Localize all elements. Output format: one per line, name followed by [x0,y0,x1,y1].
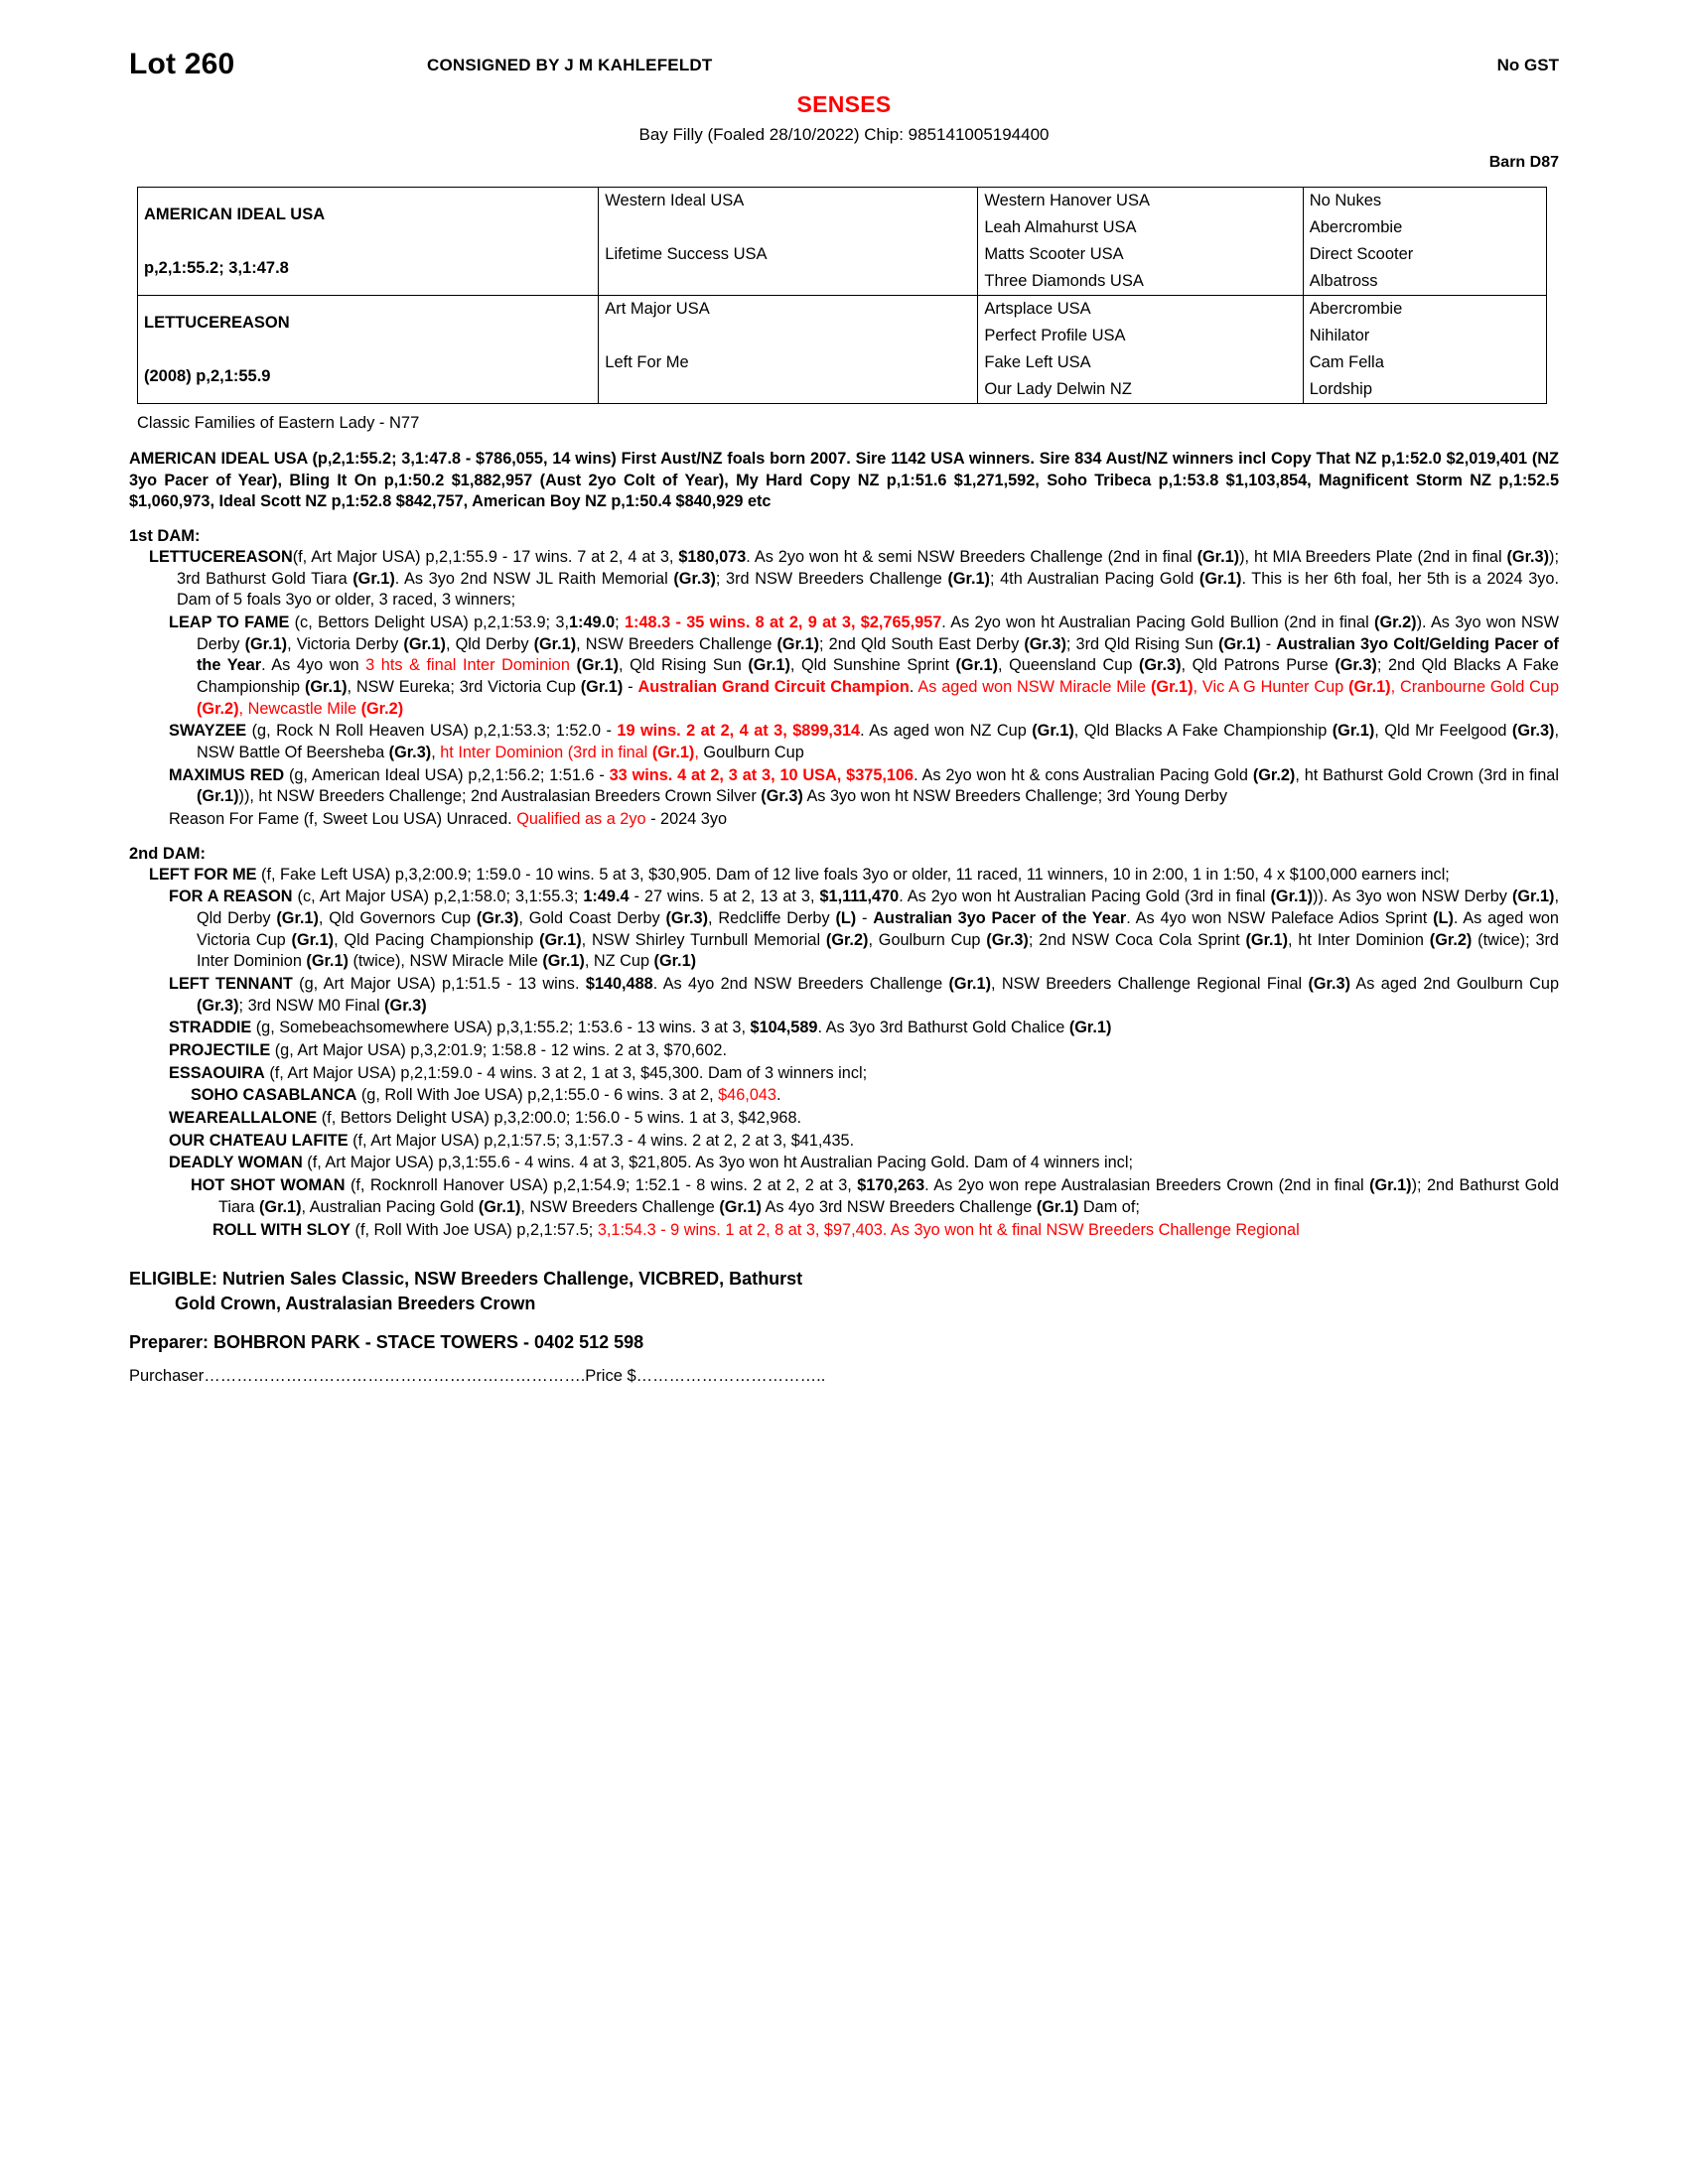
gen4-cell: Cam Fella [1309,353,1384,371]
progeny-entry: MAXIMUS RED (g, American Ideal USA) p,2,1:56.2; 1:51.6 - 33 wins. 4 at 2, 3 at 3, 10 USA, $375,106. As 2yo won ht & cons Australian Pacing Gold (Gr.2), ht Bathurst Gold Crown (3rd in final (Gr.1))), ht NSW Breeders Challenge; 2nd Australasian Breeders Crown Silver (Gr.3) As 3yo won ht NSW Breeders Challenge; 3rd Young Derby [169,765,1559,806]
progeny-name: ROLL WITH SLOY [212,1220,351,1239]
gen4-cell: Lordship [1309,380,1373,398]
progeny-name: OUR CHATEAU LAFITE [169,1131,349,1150]
progeny-name: STRADDIE [169,1019,252,1037]
second-dam-name: LEFT FOR ME [149,865,257,884]
gen2-cell [599,268,978,296]
gen3-cell: Artsplace USA [978,296,1303,324]
progeny-entry: ROLL WITH SLOY (f, Roll With Joe USA) p,2,1:57.5; 3,1:54.3 - 9 wins. 1 at 2, 8 at 3, $97,403. As 3yo won ht & final NSW Breeders Challenge Regional [212,1220,1300,1239]
gen3-cell: Fake Left USA [978,349,1303,376]
barn-label: Barn D87 [1488,154,1559,171]
first-dam-name: LETTUCEREASON [149,548,293,567]
progeny-name: PROJECTILE [169,1041,271,1060]
progeny-name: ESSAOUIRA [169,1063,265,1082]
progeny-name: MAXIMUS RED [169,765,285,784]
first-dam-entry: LETTUCEREASON(f, Art Major USA) p,2,1:55.9 - 17 wins. 7 at 2, 4 at 3, $180,073. As 2yo won ht & semi NSW Breeders Challenge (2nd in final (Gr.1)), ht MIA Breeders Plate (2nd in final (Gr.3)); 3rd Bathurst Gold Tiara (Gr.1). As 3yo 2nd NSW JL Raith Memorial (Gr.3); 3rd NSW Breeders Challenge (Gr.1); 4th Australian Pacing Gold (Gr.1). This is her 6th foal, her 5th is a 2024 3yo. Dam of 5 foals 3yo or older, 3 raced, 3 winners; [149,548,1559,610]
consignor-label: CONSIGNED BY J M KAHLEFELDT [427,56,713,74]
gen3-cell: Matts Scooter USA [978,241,1303,268]
progeny-name: DEADLY WOMAN [169,1154,303,1172]
horse-description: Bay Filly (Foaled 28/10/2022) Chip: 985141005194400 [638,125,1050,144]
eligible-line: ELIGIBLE: Nutrien Sales Classic, NSW Breeders Challenge, VICBRED, Bathurst Gold Crown, Australasian Breeders Crown [129,1269,803,1313]
family-line: Classic Families of Eastern Lady - N77 [137,414,420,432]
gen3-cell: Our Lady Delwin NZ [978,376,1303,403]
sire-sire: Western Ideal USA [599,188,978,214]
progeny-entry: OUR CHATEAU LAFITE (f, Art Major USA) p,2,1:57.5; 3,1:57.3 - 4 wins. 2 at 2, 2 at 3, $41,435. [169,1131,855,1150]
progeny-entry: PROJECTILE (g, Art Major USA) p,3,2:01.9; 1:58.8 - 12 wins. 2 at 3, $70,602. [169,1041,727,1060]
progeny-entry: FOR A REASON (c, Art Major USA) p,2,1:58.0; 3,1:55.3; 1:49.4 - 27 wins. 5 at 2, 13 at 3, $1,111,470. As 2yo won ht Australian Pacing Gold (3rd in final (Gr.1))). As 3yo won NSW Derby (Gr.1), Qld Derby (Gr.1), Qld Governors Cup (Gr.3), Gold Coast Derby (Gr.3), Redcliffe Derby (L) - Australian 3yo Pacer of the Year. As 4yo won NSW Paleface Adios Sprint (L). As aged won Victoria Cup (Gr.1), Qld Pacing Championship (Gr.1), NSW Shirley Turnbull Memorial (Gr.2), Goulburn Cup (Gr.3); 2nd NSW Coca Cola Sprint (Gr.1), ht Inter Dominion (Gr.2) (twice); 3rd Inter Dominion (Gr.1) (twice), NSW Miracle Mile (Gr.1), NZ Cup (Gr.1) [169,887,1559,971]
first-dam-heading: 1st DAM: [129,527,201,546]
sire-dam: Lifetime Success USA [599,241,978,268]
second-dam-entry: LEFT FOR ME (f, Fake Left USA) p,3,2:00.9; 1:59.0 - 10 wins. 5 at 3, $30,905. Dam of 12 live foals 3yo or older, 11 raced, 11 winners, 10 in 2:00, 1 in 1:50, 4 x $100,000 earners incl; [149,865,1450,884]
gen2-cell [599,214,978,241]
progeny-entry: DEADLY WOMAN (f, Art Major USA) p,3,1:55.6 - 4 wins. 4 at 3, $21,805. As 3yo won ht Australian Pacing Gold. Dam of 4 winners incl; [169,1154,1133,1172]
sire-name: AMERICAN IDEAL USA [138,188,599,241]
gen4-cell: Direct Scooter [1309,245,1414,263]
pedigree-table [137,187,1547,404]
table-row [138,241,1546,268]
gen4-cell: Abercrombie [1309,300,1403,318]
dam-record: (2008) p,2,1:55.9 [138,349,599,403]
gst-label: No GST [1496,56,1559,74]
dam-dam: Left For Me [599,349,978,376]
page-title: Lot 260 [129,48,235,80]
gen3-cell: Leah Almahurst USA [978,214,1303,241]
gen2-cell [599,323,978,349]
progeny-entry: LEAP TO FAME (c, Bettors Delight USA) p,2,1:53.9; 3,1:49.0; 1:48.3 - 35 wins. 8 at 2, 9 at 3, $2,765,957. As 2yo won ht Australian Pacing Gold Bullion (2nd in final (Gr.2)). As 3yo won NSW Derby (Gr.1), Victoria Derby (Gr.1), Qld Derby (Gr.1), NSW Breeders Challenge (Gr.1); 2nd Qld South East Derby (Gr.3); 3rd Qld Rising Sun (Gr.1) - Australian 3yo Colt/Gelding Pacer of the Year. As 4yo won 3 hts & final Inter Dominion (Gr.1), Qld Rising Sun (Gr.1), Qld Sunshine Sprint (Gr.1), Queensland Cup (Gr.3), Qld Patrons Purse (Gr.3); 2nd Qld Blacks A Fake Championship (Gr.1), NSW Eureka; 3rd Victoria Cup (Gr.1) - Australian Grand Circuit Champion. As aged won NSW Miracle Mile (Gr.1), Vic A G Hunter Cup (Gr.1), Cranbourne Gold Cup (Gr.2), Newcastle Mile (Gr.2) [169,614,1560,718]
second-dam-heading: 2nd DAM: [129,844,206,863]
sire-record: p,2,1:55.2; 3,1:47.8 [138,241,599,296]
gen2-cell [599,376,978,403]
progeny-entry: SOHO CASABLANCA (g, Roll With Joe USA) p,2,1:55.0 - 6 wins. 3 at 2, $46,043. [191,1086,781,1105]
horse-name: SENSES [796,91,892,117]
header [129,48,1559,87]
progeny-entry: HOT SHOT WOMAN (f, Rocknroll Hanover USA) p,2,1:54.9; 1:52.1 - 8 wins. 2 at 2, 2 at 3, $170,263. As 2yo won repe Australasian Breeders Crown (2nd in final (Gr.1)); 2nd Bathurst Gold Tiara (Gr.1), Australian Pacing Gold (Gr.1), NSW Breeders Challenge (Gr.1) As 4yo 3rd NSW Breeders Challenge (Gr.1) Dam of; [191,1176,1559,1216]
table-row [138,296,1546,324]
second-dam-progeny-list [129,887,1559,1241]
gen3-cell: Perfect Profile USA [978,323,1303,349]
first-dam-progeny-list [129,613,1559,808]
progeny-entry: ESSAOUIRA (f, Art Major USA) p,2,1:59.0 - 4 wins. 3 at 2, 1 at 3, $45,300. Dam of 3 winners incl; [169,1063,868,1082]
gen3-cell: Western Hanover USA [978,188,1303,214]
gen4-cell: Nihilator [1309,327,1370,344]
preparer-line: Preparer: BOHBRON PARK - STACE TOWERS - 0402 512 598 [129,1331,644,1352]
progeny-name: LEFT TENNANT [169,975,293,994]
purchaser-line: Purchaser…………………………………………………………….Price $…………………………….. [129,1366,826,1385]
progeny-entry: STRADDIE (g, Somebeachsomewhere USA) p,3,1:55.2; 1:53.6 - 13 wins. 3 at 3, $104,589. As 3yo 3rd Bathurst Gold Chalice (Gr.1) [169,1019,1112,1037]
progeny-name: FOR A REASON [169,887,293,906]
unraced-foal-entry: Reason For Fame (f, Sweet Lou USA) Unraced. Qualified as a 2yo - 2024 3yo [169,810,728,829]
table-row [138,188,1546,214]
progeny-name: HOT SHOT WOMAN [191,1176,346,1195]
dam-sire: Art Major USA [599,296,978,324]
progeny-entry: SWAYZEE (g, Rock N Roll Heaven USA) p,2,1:53.3; 1:52.0 - 19 wins. 2 at 2, 4 at 3, $899,314. As aged won NZ Cup (Gr.1), Qld Blacks A Fake Championship (Gr.1), Qld Mr Feelgood (Gr.3), NSW Battle Of Beersheba (Gr.3), ht Inter Dominion (3rd in final (Gr.1), Goulburn Cup [169,722,1559,762]
table-row [138,349,1546,376]
progeny-name: SOHO CASABLANCA [191,1086,357,1105]
progeny-name: LEAP TO FAME [169,614,290,632]
progeny-name: WEAREALLALONE [169,1109,318,1128]
progeny-entry: LEFT TENNANT (g, Art Major USA) p,1:51.5 - 13 wins. $140,488. As 4yo 2nd NSW Breeders Challenge (Gr.1), NSW Breeders Challenge Regional Final (Gr.3) As aged 2nd Goulburn Cup (Gr.3); 3rd NSW M0 Final (Gr.3) [169,975,1559,1015]
dam-name: LETTUCEREASON [138,296,599,350]
gen3-cell: Three Diamonds USA [978,268,1303,296]
progeny-name: SWAYZEE [169,722,247,741]
gen4-cell: Abercrombie [1309,218,1403,236]
progeny-entry: WEAREALLALONE (f, Bettors Delight USA) p,3,2:00.0; 1:56.0 - 5 wins. 1 at 3, $42,968. [169,1109,802,1128]
gen4-cell: No Nukes [1309,192,1382,209]
gen4-cell: Albatross [1303,268,1546,296]
sire-paragraph: AMERICAN IDEAL USA (p,2,1:55.2; 3,1:47.8 - $786,055, 14 wins) First Aust/NZ foals born 2007. Sire 1142 USA winners. Sire 834 Aust/NZ winners incl Copy That NZ p,1:52.0 $2,019,401 (NZ 3yo Pacer of Year), Bling It On p,1:50.2 $1,882,957 (Aust 2yo Colt of Year), My Hard Copy NZ p,1:51.6 $1,271,592, Soho Tribeca p,1:53.8 $1,103,854, Magnificent Storm NZ p,1:52.5 $1,060,973, Ideal Scott NZ p,1:52.8 $842,757, American Boy NZ p,1:50.4 $840,929 etc [129,450,1559,511]
